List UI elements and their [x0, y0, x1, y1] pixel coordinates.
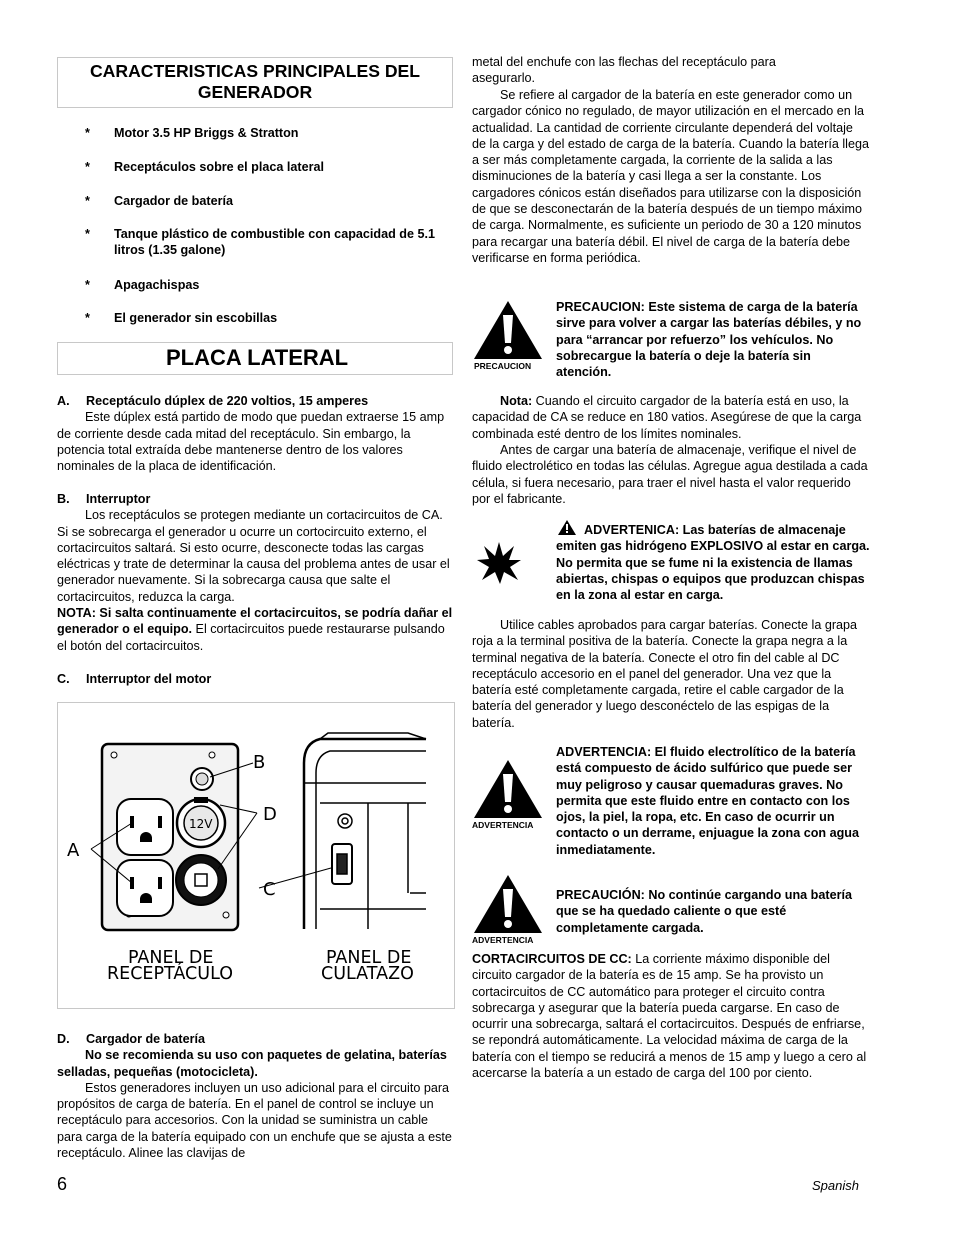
- section-warning: No se recomienda su uso con paquetes de gelatina, baterías selladas, pequeñas (motocicleta).: [57, 1048, 447, 1079]
- note-paragraph: Nota: Cuando el circuito cargador de la batería está en uso, la capacidad de CA se reduce en 180 vatios. Asegúrese de que la carga combinada esté dentro de los límites nominales.: [472, 394, 862, 441]
- label-d: D: [263, 804, 277, 825]
- panel-receptacle-line2: RECEPTÁCULO: [107, 964, 233, 984]
- section-body: Este dúplex está partido de modo que puedan extraerse 15 amp de corriente desde cada mitad del receptáculo. Sin embargo, la potencia total extraída debe mantenerse dentro de los valores nominales de la placa de identificación.: [57, 410, 445, 474]
- section-c: [57, 671, 455, 687]
- section-b: [57, 491, 455, 654]
- title-line-2: GENERADOR: [197, 82, 313, 102]
- paragraph: Se refiere al cargador de la batería en este generador como un cargador cónico no regulado, de mayor utilización en el mercado en la actualidad. La cantidad de corriente circulante dependerá del voltaje de la carga y del estado de carga de la batería. Cuando la batería llega a ser más completamente cargada, la corriente de la salida a las disminuciones de la batería y casi llega a ser la constante. Los cargadores cónicos están diseñados para utilizarse con la disposición de que se desconectarán de la batería después de un tiempo máximo de carga. Normalmente, es suficiente un periodo de 30 a 120 minutos para recargar una batería débil. El nivel de carga de la batería debe verificarse en forma periódica.: [472, 88, 869, 265]
- dc-socket-12v: [177, 797, 225, 847]
- section-heading: B. Interruptor: [57, 492, 151, 506]
- list-item: * Cargador de batería: [85, 194, 233, 208]
- list-item: * Apagachispas: [85, 278, 200, 292]
- caution-icon: [472, 299, 544, 371]
- cylinder-head-panel: [304, 733, 426, 929]
- acid-warning-text: ADVERTENCIA: El fluido electrolítico de la batería está compuesto de ácido sulfúrico que puede ser muy peligroso y causar quemaduras graves. No permita que este fluido entre en contacto con los ojos, la piel, la ropa, etc. En caso de ocurrir un contacto o un derrame, enjuague la zona con agua inmediatamente.: [556, 745, 860, 857]
- language-label: Spanish: [812, 1178, 859, 1193]
- list-item: * El generador sin escobillas: [85, 311, 278, 325]
- caution-block-2: [472, 887, 870, 947]
- svg-text:12V: 12V: [189, 817, 213, 831]
- section-a: [57, 393, 455, 474]
- engine-switch: [176, 855, 226, 905]
- caution-text: PRECAUCION: Este sistema de carga de la batería sirve para volver a cargar las baterías débiles, y no para “arrancar por refuerzo” los vehículos. No sobrecargue la batería o deje la batería sin atención.: [556, 300, 862, 380]
- panel-head-line2: CULATAZO: [321, 964, 414, 984]
- panel-head-line1: PANEL DE: [326, 948, 412, 968]
- section-heading: C. Interruptor del motor: [57, 672, 212, 686]
- svg-text:ADVERTENCIA: ADVERTENCIA: [472, 820, 534, 830]
- caution-block: [472, 299, 870, 379]
- main-features-title: [57, 57, 453, 108]
- section-body: Estos generadores incluyen un uso adicional para el circuito para propósitos de carga de batería. En el panel de control se incluye un receptáculo para accesorios. Con la unidad se suministra un cable para carga de la batería equipado con un enchufe que se ajusta a este receptáculo. Alinee las clavijas de: [57, 1080, 452, 1161]
- panel-diagram: [58, 703, 454, 1008]
- svg-text:ADVERTENCIA: ADVERTENCIA: [472, 935, 534, 945]
- panel-receptacle-line1: PANEL DE: [128, 948, 214, 968]
- acid-warning-block: [472, 744, 870, 874]
- duplex-outlet-bottom: [117, 860, 173, 916]
- list-item: * Tanque plástico de combustible con capacidad de 5.1 litros (1.35 galone): [85, 227, 435, 258]
- label-b: B: [253, 752, 266, 773]
- paragraph: metal del enchufe con las flechas del receptáculo para asegurarlo.: [472, 55, 776, 86]
- label-c: C: [263, 879, 276, 900]
- side-panel-title: PLACA LATERAL: [57, 342, 453, 375]
- caution-2-text: PRECAUCIÓN: No continúe cargando una batería que se ha quedado caliente o que esté completamente cargada.: [556, 888, 852, 935]
- dc-breaker-paragraph: CORTACIRCUITOS DE CC: La corriente máximo disponible del circuito cargador de la batería es de 15 amp. Se ha provisto un cortacircuitos de CC automático para proteger el circuito contra sobrecarga y asegurar que la batería pueda cargarse. En caso de ocurrir una sobrecarga, saltará el cortacircuitos. Después de enfriarse, se repondrá automáticamente. La velocidad máxima de carga de la batería con el tiempo se reducirá a menos de 15 amp y luego a cero al acercarse la batería a un estado de carga del 100 por ciento.: [472, 952, 867, 1081]
- section-heading: D. Cargador de batería: [57, 1032, 205, 1046]
- explosion-warning-text: ADVERTENICA: Las baterías de almacenaje emiten gas hidrógeno EXPLOSIVO al estar en carga. No permita que se fume ni la existencia de llamas abiertas, chispas o equipos que produzcan chispas en la zona al estar en carga.: [556, 523, 870, 603]
- panel-figure: [57, 702, 455, 1009]
- explosion-icon: [476, 540, 522, 584]
- explosion-warning-block: [472, 520, 870, 604]
- section-heading: A. Receptáculo dúplex de 220 voltios, 15 amperes: [57, 394, 369, 408]
- paragraph: Utilice cables aprobados para cargar baterías. Conecte la grapa roja a la terminal positiva de la batería. Conecte la grapa negra a la terminal negativa de la batería. Conecte el otro fin del cable al DC receptáculo accesorio en el panel del generador. Una vez que la batería esté completamente cargada, retire el cable cargador de la batería del generador y luego desconéctelo de las espigas de la batería.: [472, 618, 858, 730]
- page-number: 6: [57, 1174, 68, 1194]
- note-text: NOTA: Si salta continuamente el cortacircuitos, se podría dañar el generador o el equipo.: [57, 606, 453, 637]
- warning-icon: [472, 758, 544, 830]
- title-line-1: CARACTERISTICAS PRINCIPALES DEL: [89, 61, 421, 81]
- svg-text:PRECAUCION: PRECAUCION: [474, 361, 532, 371]
- list-item: * Receptáculos sobre el placa lateral: [85, 160, 324, 174]
- warning-icon: [472, 873, 544, 945]
- list-item: * Motor 3.5 HP Briggs & Stratton: [85, 126, 299, 140]
- section-d: [57, 1031, 455, 1161]
- label-a: A: [67, 840, 80, 861]
- section-body: Los receptáculos se protegen mediante un cortacircuitos de CA. Si se sobrecarga el generador u ocurre un cortocircuito externo, el cortacircuitos saltará. Si esto ocurre, desconecte todas las cargas eléctricas y trate de determinar la causa del problema antes de usar el generador nuevamente. Si la sobrecarga causa que salte el cortacircuitos, reduzca la carga. NOTA: Si salta continuamente el cortacircuitos, se podría dañar el generador o el equipo. El cortacircuitos puede restaurarse pulsando el botón del cortacircuitos.: [57, 508, 453, 653]
- paragraph: Antes de cargar una batería de almacenaje, verifique el nivel de fluido electrolético en todas las células. Agregue agua destilada a cada célula, si fuera necesario, para traer el nivel hasta el valor requerido por el fabricante.: [472, 443, 868, 506]
